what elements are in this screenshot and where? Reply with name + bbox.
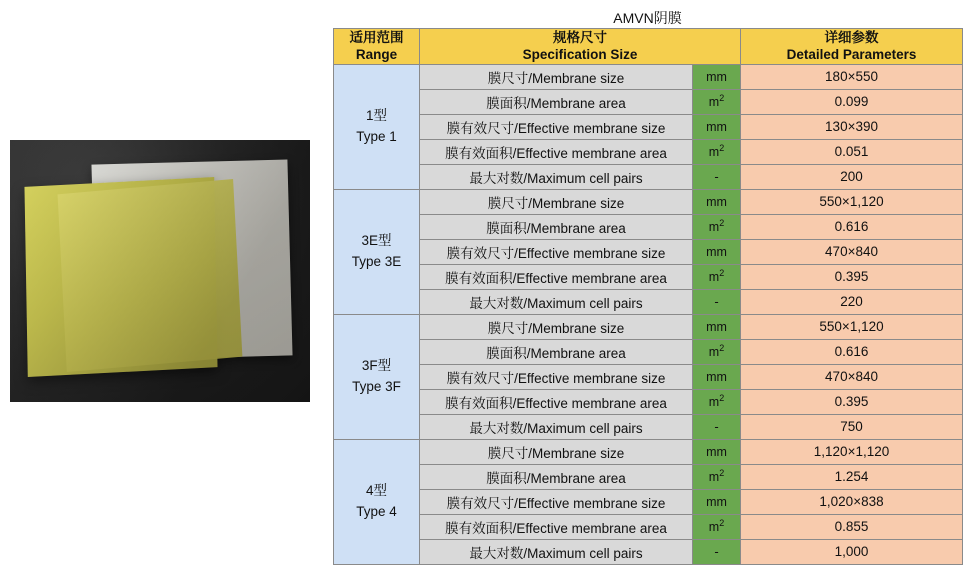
unit-cell (693, 64, 741, 89)
unit-exponent: 2 (719, 393, 725, 404)
table-row (334, 364, 963, 389)
unit-exponent: 2 (719, 468, 725, 479)
param-cell: 1,020×838 (741, 489, 963, 514)
param-cell: 0.855 (741, 514, 963, 539)
unit-exponent: 2 (719, 343, 725, 354)
spec-cell: 膜有效尺寸/Effective membrane size (420, 489, 693, 514)
header-range-en: Range (355, 47, 398, 63)
unit-text: mm (706, 494, 727, 509)
unit-cell (693, 139, 741, 164)
table-row (334, 389, 963, 414)
unit-exponent: 2 (719, 218, 725, 229)
param-cell: 470×840 (741, 364, 963, 389)
unit-cell (693, 339, 741, 364)
unit-text: m (708, 520, 720, 535)
unit-cell (693, 189, 741, 214)
spec-cell: 膜有效面积/Effective membrane area (420, 264, 693, 289)
unit-text: mm (706, 319, 727, 334)
param-cell: 130×390 (741, 114, 963, 139)
spec-cell: 膜有效尺寸/Effective membrane size (420, 114, 693, 139)
header-spec (420, 29, 741, 65)
header-param (741, 29, 963, 65)
spec-cell: 膜面积/Membrane area (420, 464, 693, 489)
table-row (334, 89, 963, 114)
param-cell: 0.395 (741, 389, 963, 414)
range-cn-2: 3F型 (361, 358, 392, 374)
param-cell: 200 (741, 164, 963, 189)
param-cell: 1,000 (741, 539, 963, 564)
spec-cell: 膜尺寸/Membrane size (420, 64, 693, 89)
range-cell-2 (334, 314, 420, 439)
param-cell: 0.616 (741, 339, 963, 364)
unit-text: mm (706, 444, 727, 459)
spec-cell: 膜尺寸/Membrane size (420, 189, 693, 214)
table-row (334, 539, 963, 564)
range-en-3: Type 4 (356, 503, 397, 519)
spec-cell: 膜有效面积/Effective membrane area (420, 139, 693, 164)
unit-cell (693, 539, 741, 564)
unit-cell (693, 89, 741, 114)
param-cell: 750 (741, 414, 963, 439)
table-row (334, 439, 963, 464)
range-en-1: Type 3E (351, 253, 402, 269)
unit-cell (693, 489, 741, 514)
unit-text: mm (706, 119, 727, 134)
unit-cell (693, 364, 741, 389)
unit-exponent: 2 (719, 143, 725, 154)
spec-cell: 膜有效尺寸/Effective membrane size (420, 364, 693, 389)
unit-cell (693, 464, 741, 489)
table-row (334, 464, 963, 489)
header-range (334, 29, 420, 65)
table-row (334, 239, 963, 264)
unit-exponent: 2 (719, 93, 725, 104)
table-row (334, 139, 963, 164)
unit-cell (693, 214, 741, 239)
spec-cell: 膜尺寸/Membrane size (420, 439, 693, 464)
unit-cell (693, 414, 741, 439)
range-cell-3 (334, 439, 420, 564)
unit-text: - (714, 544, 719, 560)
unit-text: - (714, 169, 719, 185)
unit-text: m (708, 345, 720, 360)
table-row (334, 414, 963, 439)
param-cell: 550×1,120 (741, 189, 963, 214)
unit-cell (693, 289, 741, 314)
unit-text: m (708, 270, 720, 285)
table-row (334, 514, 963, 539)
spec-cell: 膜尺寸/Membrane size (420, 314, 693, 339)
header-param-cn: 详细参数 (824, 30, 879, 45)
unit-exponent: 2 (719, 518, 725, 529)
unit-text: mm (706, 69, 727, 84)
table-row (334, 289, 963, 314)
unit-text: - (714, 294, 719, 310)
yellow-membrane-sheet-highlight (58, 179, 243, 372)
range-cn-0: 1型 (365, 108, 387, 124)
range-cn-1: 3E型 (361, 233, 392, 249)
param-cell: 1.254 (741, 464, 963, 489)
spec-cell: 膜有效尺寸/Effective membrane size (420, 239, 693, 264)
unit-text: m (708, 395, 720, 410)
header-spec-cn: 规格尺寸 (553, 30, 607, 45)
param-cell: 470×840 (741, 239, 963, 264)
table-row (334, 64, 963, 89)
param-cell: 550×1,120 (741, 314, 963, 339)
spec-cell: 最大对数/Maximum cell pairs (420, 414, 693, 439)
header-param-en: Detailed Parameters (786, 47, 917, 63)
unit-text: m (708, 470, 720, 485)
spec-cell: 最大对数/Maximum cell pairs (420, 289, 693, 314)
range-en-2: Type 3F (352, 378, 401, 394)
unit-text: m (708, 220, 720, 235)
spec-cell: 膜有效面积/Effective membrane area (420, 389, 693, 414)
unit-cell (693, 264, 741, 289)
table-row (334, 189, 963, 214)
spec-cell: 膜面积/Membrane area (420, 89, 693, 114)
param-cell: 220 (741, 289, 963, 314)
range-cell-1 (334, 189, 420, 314)
spec-cell: 膜面积/Membrane area (420, 214, 693, 239)
param-cell: 0.099 (741, 89, 963, 114)
product-photo (10, 140, 310, 402)
unit-cell (693, 439, 741, 464)
spec-cell: 膜面积/Membrane area (420, 339, 693, 364)
spec-cell: 膜有效面积/Effective membrane area (420, 514, 693, 539)
unit-cell (693, 514, 741, 539)
photo-canvas (10, 140, 310, 402)
unit-cell (693, 314, 741, 339)
header-spec-en: Specification Size (522, 47, 638, 63)
header-range-cn: 适用范围 (349, 30, 404, 45)
unit-cell (693, 164, 741, 189)
param-cell: 1,120×1,120 (741, 439, 963, 464)
table-header-row (334, 29, 963, 65)
unit-cell (693, 389, 741, 414)
table-row (334, 164, 963, 189)
unit-text: - (714, 419, 719, 435)
range-cn-3: 4型 (365, 483, 387, 499)
range-cell-0 (334, 64, 420, 189)
table-row (334, 264, 963, 289)
param-cell: 0.395 (741, 264, 963, 289)
page-title: AMVN阴膜 (613, 10, 682, 26)
range-en-0: Type 1 (356, 128, 397, 144)
param-cell: 0.051 (741, 139, 963, 164)
unit-text: mm (706, 194, 727, 209)
table-row (334, 489, 963, 514)
unit-cell (693, 239, 741, 264)
table-body (334, 64, 963, 564)
unit-cell (693, 114, 741, 139)
table-row (334, 339, 963, 364)
unit-text: m (708, 145, 720, 160)
unit-text: mm (706, 369, 727, 384)
param-cell: 0.616 (741, 214, 963, 239)
param-cell: 180×550 (741, 64, 963, 89)
table-row (334, 214, 963, 239)
specification-table (333, 28, 963, 565)
table-row (334, 314, 963, 339)
unit-text: m (708, 95, 720, 110)
unit-text: mm (706, 244, 727, 259)
yellow-membrane-sheet (24, 177, 217, 377)
spec-cell: 最大对数/Maximum cell pairs (420, 539, 693, 564)
table-row (334, 114, 963, 139)
unit-exponent: 2 (719, 268, 725, 279)
spec-cell: 最大对数/Maximum cell pairs (420, 164, 693, 189)
